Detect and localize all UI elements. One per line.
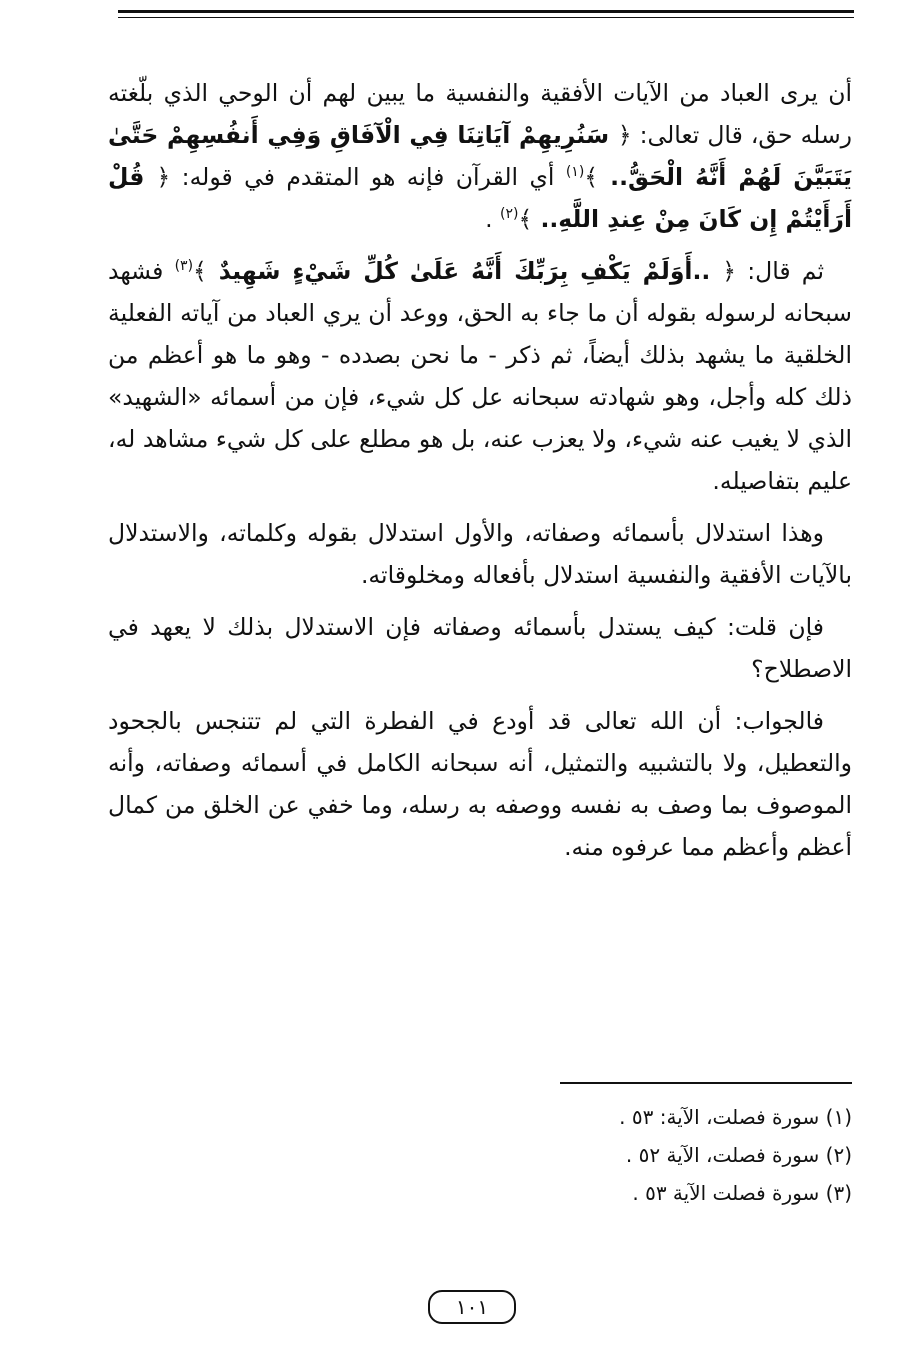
text-segment: أي القرآن فإنه هو المتقدم في قوله: [170,163,566,191]
footnote-ref: (٣) [174,258,194,275]
verse-bracket: ﴿ [617,121,632,149]
paragraph [108,250,852,502]
quran-verse: سَنُرِيهِمْ آيَاتِنَا فِي الْآفَاقِ وَفِي أَنفُسِهِمْ حَتَّىٰ يَتَبَيَّنَ لَهُمْ أَنَّهُ الْحَقُّ.. [108,121,853,191]
paragraph [108,512,852,596]
verse-bracket: ﴿ [156,163,171,191]
verse-bracket: ﴿ [722,257,737,285]
footnote-1: (١) سورة فصلت، الآية: ٥٣ . [619,1105,852,1129]
verse-bracket: ﴾ [193,257,207,285]
footnote-ref: (٢) [500,206,519,223]
text-segment: . [485,205,501,233]
footnote-separator [560,1082,852,1084]
header-rule-thick [118,10,854,13]
text-segment: فالجواب: أن الله تعالى قد أودع في الفطرة التي لم تتنجس بالجحود والتعطيل، ولا بالتشبيه والتمثيل، أنه سبحانه الكامل في أسمائه وصفاته، وأنه الموصوف بما وصف به نفسه ووصفه به رسله، وما خفي عن الخلق من كمال أعظم وأعظم مما عرفوه منه. [108,707,852,861]
text-segment: ثم قال: [736,257,824,285]
text-segment: فإن قلت: كيف يستدل بأسمائه وصفاته فإن الاستدلال بذلك لا يعهد في الاصطلاح؟ [108,613,852,683]
text-segment: أن يرى العباد من الآيات الأفقية والنفسية ما يبين لهم أن الوحي الذي بلّغته رسله حق، قال تعالى: [108,79,852,149]
footnote-3: (٣) سورة فصلت الآية ٥٣ . [632,1181,852,1205]
quran-verse: ..أَوَلَمْ يَكْفِ بِرَبِّكَ أَنَّهُ عَلَىٰ كُلِّ شَيْءٍ شَهِيدٌ [206,257,723,285]
paragraph [108,700,852,868]
text-segment: وهذا استدلال بأسمائه وصفاته، والأول استدلال بقوله وكلماته، والاستدلال بالآيات الأفقية والنفسية استدلال بأفعاله ومخلوقاته. [108,519,852,589]
footnote-ref: (١) [565,164,585,181]
main-text [108,72,852,878]
paragraph [108,606,852,690]
verse-bracket: ﴾ [518,205,533,233]
header-rule-thin [118,17,854,18]
footnote-2: (٢) سورة فصلت، الآية ٥٢ . [625,1143,852,1167]
page-number: ١٠١ [428,1290,516,1324]
paragraph [108,72,852,240]
quran-verse: قُلْ أَرَأَيْتُمْ إِن كَانَ مِنْ عِندِ اللَّهِ.. [108,163,852,233]
text-segment: فشهد سبحانه لرسوله بقوله أن ما جاء به الحق، ووعد أن يري العباد من آياته الفعلية الخلقية ما يشهد بذلك أيضاً، ثم ذكر - ما نحن بصدده - وهو ما هو أعظم من ذلك كله وأجل، وهو شهادته سبحانه عل كل شيء، فإن من أسمائه «الشهيد» الذي لا يغيب عنه شيء، ولا يعزب عنه، بل هو مطلع على كل شيء مشاهد له، عليم بتفاصيله. [108,257,852,495]
footnotes [108,1098,852,1212]
verse-bracket: ﴾ [584,163,599,191]
